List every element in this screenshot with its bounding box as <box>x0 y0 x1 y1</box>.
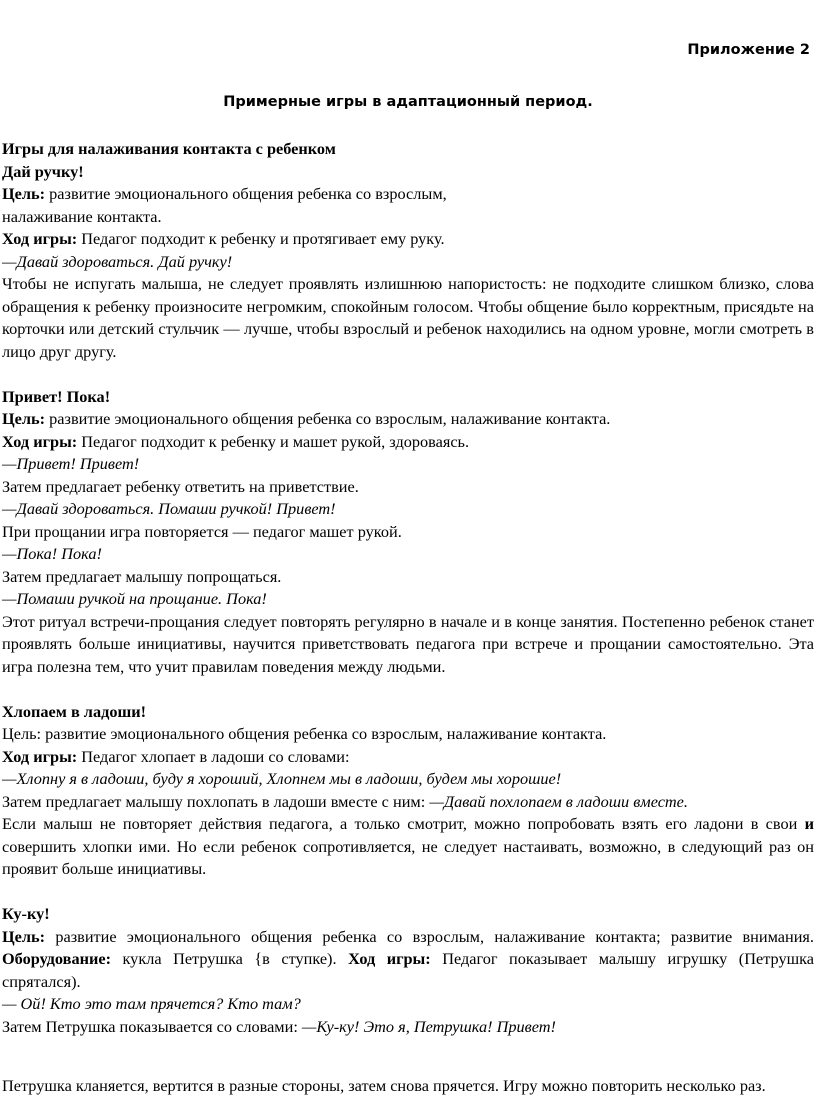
game2-speech3: —Пока! Пока! <box>2 544 102 563</box>
game1-note: Чтобы не испугать малыша, не следует проявлять излишнюю напористость: не подходите слишком близко, слова обращения к ребенку произносите негромким, спокойным голосом. Чтобы общение было корректным, присядьте на корточки или детский стульчик — лучше, чтобы взрослый и ребенок находились на одном уровне, могли смотреть в лицо друг другу. <box>2 274 814 361</box>
game1-title: Дай ручку! <box>2 161 84 181</box>
game4-final: Петрушка кланяется, вертится в разные стороны, затем снова прячется. Игру можно повторить несколько раз. <box>2 1076 766 1095</box>
document-title: Примерные игры в адаптационный период. <box>223 94 593 110</box>
game2-line2: При прощании игра повторяется — педагог машет рукой. <box>2 521 402 541</box>
game2-title: Привет! Пока! <box>2 386 111 406</box>
game3-note: Если малыш не повторяет действия педагога, а только смотрит, можно попробовать взять его ладони в свои и совершить хлопки ими. Но если ребенок сопротивляется, не следует настаивать, возможно, в следующий раз он проявит больше инициативы. <box>2 814 814 878</box>
game2-speech2: —Давай здороваться. Помаши ручкой! Привет! <box>2 499 336 518</box>
game2-speech4: —Помаши ручкой на прощание. Пока! <box>2 589 267 608</box>
game4-title: Ку-ку! <box>2 904 50 923</box>
game2-course: Ход игры: Педагог подходит к ребенку и машет рукой, здороваясь. <box>2 431 470 451</box>
game2-line3: Затем предлагает малышу попрощаться. <box>2 566 282 586</box>
game3-line1: Затем предлагает малышу похлопать в ладоши вместе с ним: —Давай похлопаем в ладоши вместе. <box>2 791 688 811</box>
appendix-label: Приложение 2 <box>687 42 810 58</box>
game3-course: Ход игры: Педагог хлопает в ладоши со словами: <box>2 746 350 766</box>
game3-goal: Цель: развитие эмоционального общения ребенка со взрослым, налаживание контакта. <box>2 724 607 743</box>
game2-note: Этот ритуал встречи-прощания следует повторять регулярно в начале и в конце занятия. Постепенно ребенок станет проявлять больше инициативы, научится приветствовать педагога при встрече и прощании самостоятельно. Эта игра полезна тем, что учит правилам поведения между людьми. <box>2 611 814 676</box>
game1-speech: —Давай здороваться. Дай ручку! <box>2 251 233 271</box>
game2-line1: Затем предлагает ребенку ответить на приветствие. <box>2 476 359 496</box>
game4-description: Цель: развитие эмоционального общения ребенка со взрослым, налаживание контакта; развитие внимания. Оборудование: кукла Петрушка {в ступке). Ход игры: Педагог показывает малышу игрушку (Петрушка спрятался). <box>2 926 815 991</box>
game1-goal-cont: налаживание контакта. <box>2 206 162 226</box>
game1-course: Ход игры: Педагог подходит к ребенку и протягивает ему руку. <box>2 229 445 248</box>
section-title: Игры для налаживания контакта с ребенком <box>2 139 336 158</box>
game3-speech1: —Хлопну я в ладоши, буду я хороший, Хлопнем мы в ладоши, будем мы хорошие! <box>2 769 562 788</box>
game1-goal: Цель: развитие эмоционального общения ребенка со взрослым, <box>2 184 447 203</box>
game2-goal: Цель: развитие эмоционального общения ребенка со взрослым, налаживание контакта. <box>2 409 611 428</box>
document-body <box>2 138 814 1098</box>
game4-line1: Затем Петрушка показывается со словами: —Ку-ку! Это я, Петрушка! Привет! <box>2 1016 556 1036</box>
game4-speech1: — Ой! Кто это там прячется? Кто там? <box>2 994 301 1013</box>
game3-title: Хлопаем в ладоши! <box>2 701 147 721</box>
game2-speech1: —Привет! Привет! <box>2 454 140 473</box>
